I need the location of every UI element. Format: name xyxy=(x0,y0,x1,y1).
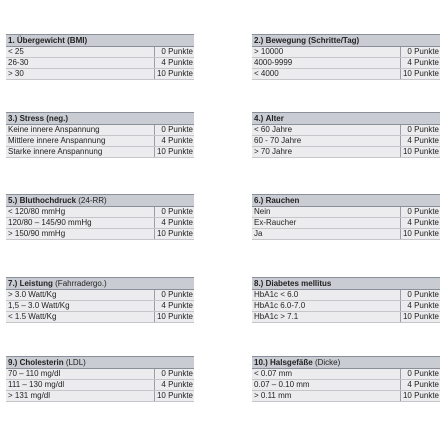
criterion-label: HbA1c < 6.0 xyxy=(252,290,401,300)
criterion-label: > 3.0 Watt/Kg xyxy=(6,290,155,300)
criterion-label: 26-30 xyxy=(6,58,155,68)
criterion-label: 60 - 70 Jahre xyxy=(252,136,401,146)
section-halsgefaesse xyxy=(252,356,440,402)
section-number: 9.) xyxy=(8,358,18,367)
section-title: Übergewicht (BMI) xyxy=(16,36,88,45)
table-row xyxy=(6,301,194,312)
points-value: 0 Punkte xyxy=(407,207,439,216)
points-value: 10 Punkte xyxy=(402,147,439,156)
table-row xyxy=(6,369,194,380)
criterion-label: < 120/80 mmHg xyxy=(6,207,155,217)
table-row xyxy=(252,301,440,312)
table-row xyxy=(252,391,440,402)
table-row xyxy=(6,229,194,240)
criterion-label: Nein xyxy=(252,207,401,217)
section-title: Bluthochdruck xyxy=(19,196,77,205)
section-subtitle: (Fahrradergo.) xyxy=(52,279,107,288)
points-value: 4 Punkte xyxy=(161,58,193,67)
section-header xyxy=(252,356,440,369)
criterion-label: > 150/90 mmHg xyxy=(6,229,155,239)
section-number: 6.) xyxy=(254,196,264,205)
criterion-label: < 1.5 Watt/Kg xyxy=(6,312,155,322)
section-title: Bewegung (Schritte/Tag) xyxy=(265,36,360,45)
table-row xyxy=(252,312,440,323)
criterion-label: > 10000 xyxy=(252,47,401,57)
section-header xyxy=(252,112,440,125)
criterion-label: 4000-9999 xyxy=(252,58,401,68)
table-row xyxy=(252,125,440,136)
points-value: 0 Punkte xyxy=(161,290,193,299)
section-header xyxy=(252,34,440,47)
points-value: 0 Punkte xyxy=(407,47,439,56)
table-row xyxy=(6,207,194,218)
points-value: 10 Punkte xyxy=(156,391,193,400)
points-value: 0 Punkte xyxy=(407,290,439,299)
table-row xyxy=(252,147,440,158)
points-value: 4 Punkte xyxy=(407,218,439,227)
table-row xyxy=(252,380,440,391)
section-header xyxy=(6,277,194,290)
points-value: 4 Punkte xyxy=(161,218,193,227)
criterion-label: HbA1c 6.0-7.0 xyxy=(252,301,401,311)
section-header xyxy=(252,194,440,207)
points-value: 10 Punkte xyxy=(156,147,193,156)
table-row xyxy=(252,69,440,80)
criterion-label: < 0.07 mm xyxy=(252,369,401,379)
criterion-label: 1,5 – 3.0 Watt/Kg xyxy=(6,301,155,311)
criterion-label: 70 – 110 mg/dl xyxy=(6,369,155,379)
section-alter xyxy=(252,112,440,158)
table-row xyxy=(6,380,194,391)
table-row xyxy=(6,391,194,402)
section-leistung xyxy=(6,277,194,323)
criterion-label: < 25 xyxy=(6,47,155,57)
criterion-label: Keine innere Anspannung xyxy=(6,125,155,135)
section-number: 7.) xyxy=(8,279,18,288)
criterion-label: HbA1c > 7.1 xyxy=(252,312,401,322)
points-value: 4 Punkte xyxy=(407,380,439,389)
section-header xyxy=(252,277,440,290)
table-row xyxy=(6,147,194,158)
section-number: 3.) xyxy=(8,114,18,123)
points-value: 10 Punkte xyxy=(402,312,439,321)
criterion-label: 120/80 – 145/90 mmHg xyxy=(6,218,155,228)
section-header xyxy=(6,194,194,207)
points-value: 4 Punkte xyxy=(161,301,193,310)
table-row xyxy=(6,312,194,323)
criterion-label: > 70 Jahre xyxy=(252,147,401,157)
table-row xyxy=(6,125,194,136)
section-title: Halsgefäße xyxy=(270,358,313,367)
section-number: 8.) xyxy=(254,279,264,288)
section-bluthochdruck xyxy=(6,194,194,240)
table-row xyxy=(6,58,194,69)
section-number: 5.) xyxy=(8,196,18,205)
section-number: 2.) xyxy=(254,36,264,45)
section-header xyxy=(6,356,194,369)
section-number: 1. xyxy=(8,36,15,45)
table-row xyxy=(252,58,440,69)
section-stress xyxy=(6,112,194,158)
section-title: Diabetes mellitus xyxy=(265,279,332,288)
criterion-label: > 0.11 mm xyxy=(252,391,401,401)
points-value: 0 Punkte xyxy=(161,125,193,134)
points-value: 10 Punkte xyxy=(402,229,439,238)
table-row xyxy=(252,207,440,218)
criterion-label: 0.07 – 0.10 mm xyxy=(252,380,401,390)
points-value: 0 Punkte xyxy=(407,369,439,378)
section-number: 4.) xyxy=(254,114,264,123)
section-title: Cholesterin xyxy=(19,358,64,367)
points-value: 10 Punkte xyxy=(156,229,193,238)
points-value: 4 Punkte xyxy=(161,136,193,145)
points-value: 0 Punkte xyxy=(161,369,193,378)
section-bmi xyxy=(6,34,194,80)
points-value: 0 Punkte xyxy=(407,125,439,134)
section-cholesterin xyxy=(6,356,194,402)
section-title: Leistung xyxy=(19,279,53,288)
points-value: 4 Punkte xyxy=(161,380,193,389)
criterion-label: Ex-Raucher xyxy=(252,218,401,228)
points-value: 4 Punkte xyxy=(407,58,439,67)
table-row xyxy=(6,69,194,80)
section-rauchen xyxy=(252,194,440,240)
table-row xyxy=(252,47,440,58)
criterion-label: Ja xyxy=(252,229,401,239)
section-subtitle: (24-RR) xyxy=(76,196,107,205)
criterion-label: > 30 xyxy=(6,69,155,79)
points-value: 4 Punkte xyxy=(407,301,439,310)
criterion-label: > 131 mg/dl xyxy=(6,391,155,401)
section-header xyxy=(6,34,194,47)
section-title: Stress (neg.) xyxy=(19,114,69,123)
points-value: 0 Punkte xyxy=(161,47,193,56)
table-row xyxy=(6,218,194,229)
table-row xyxy=(252,229,440,240)
section-number: 10.) xyxy=(254,358,268,367)
section-title: Rauchen xyxy=(265,196,300,205)
section-subtitle: (Dicke) xyxy=(312,358,341,367)
table-row xyxy=(252,218,440,229)
points-value: 10 Punkte xyxy=(156,69,193,78)
section-diabetes xyxy=(252,277,440,323)
points-value: 10 Punkte xyxy=(402,391,439,400)
table-row xyxy=(6,47,194,58)
points-value: 0 Punkte xyxy=(161,207,193,216)
table-row xyxy=(6,136,194,147)
table-row xyxy=(6,290,194,301)
points-value: 4 Punkte xyxy=(407,136,439,145)
criterion-label: < 4000 xyxy=(252,69,401,79)
criterion-label: Mittlere innere Anspannung xyxy=(6,136,155,146)
section-header xyxy=(6,112,194,125)
criterion-label: Starke innere Anspannung xyxy=(6,147,155,157)
section-subtitle: (LDL) xyxy=(63,358,86,367)
points-value: 10 Punkte xyxy=(402,69,439,78)
table-row xyxy=(252,290,440,301)
section-bewegung xyxy=(252,34,440,80)
criterion-label: < 60 Jahre xyxy=(252,125,401,135)
table-row xyxy=(252,136,440,147)
points-value: 10 Punkte xyxy=(156,312,193,321)
section-title: Alter xyxy=(265,114,284,123)
criterion-label: 111 – 130 mg/dl xyxy=(6,380,155,390)
table-row xyxy=(252,369,440,380)
